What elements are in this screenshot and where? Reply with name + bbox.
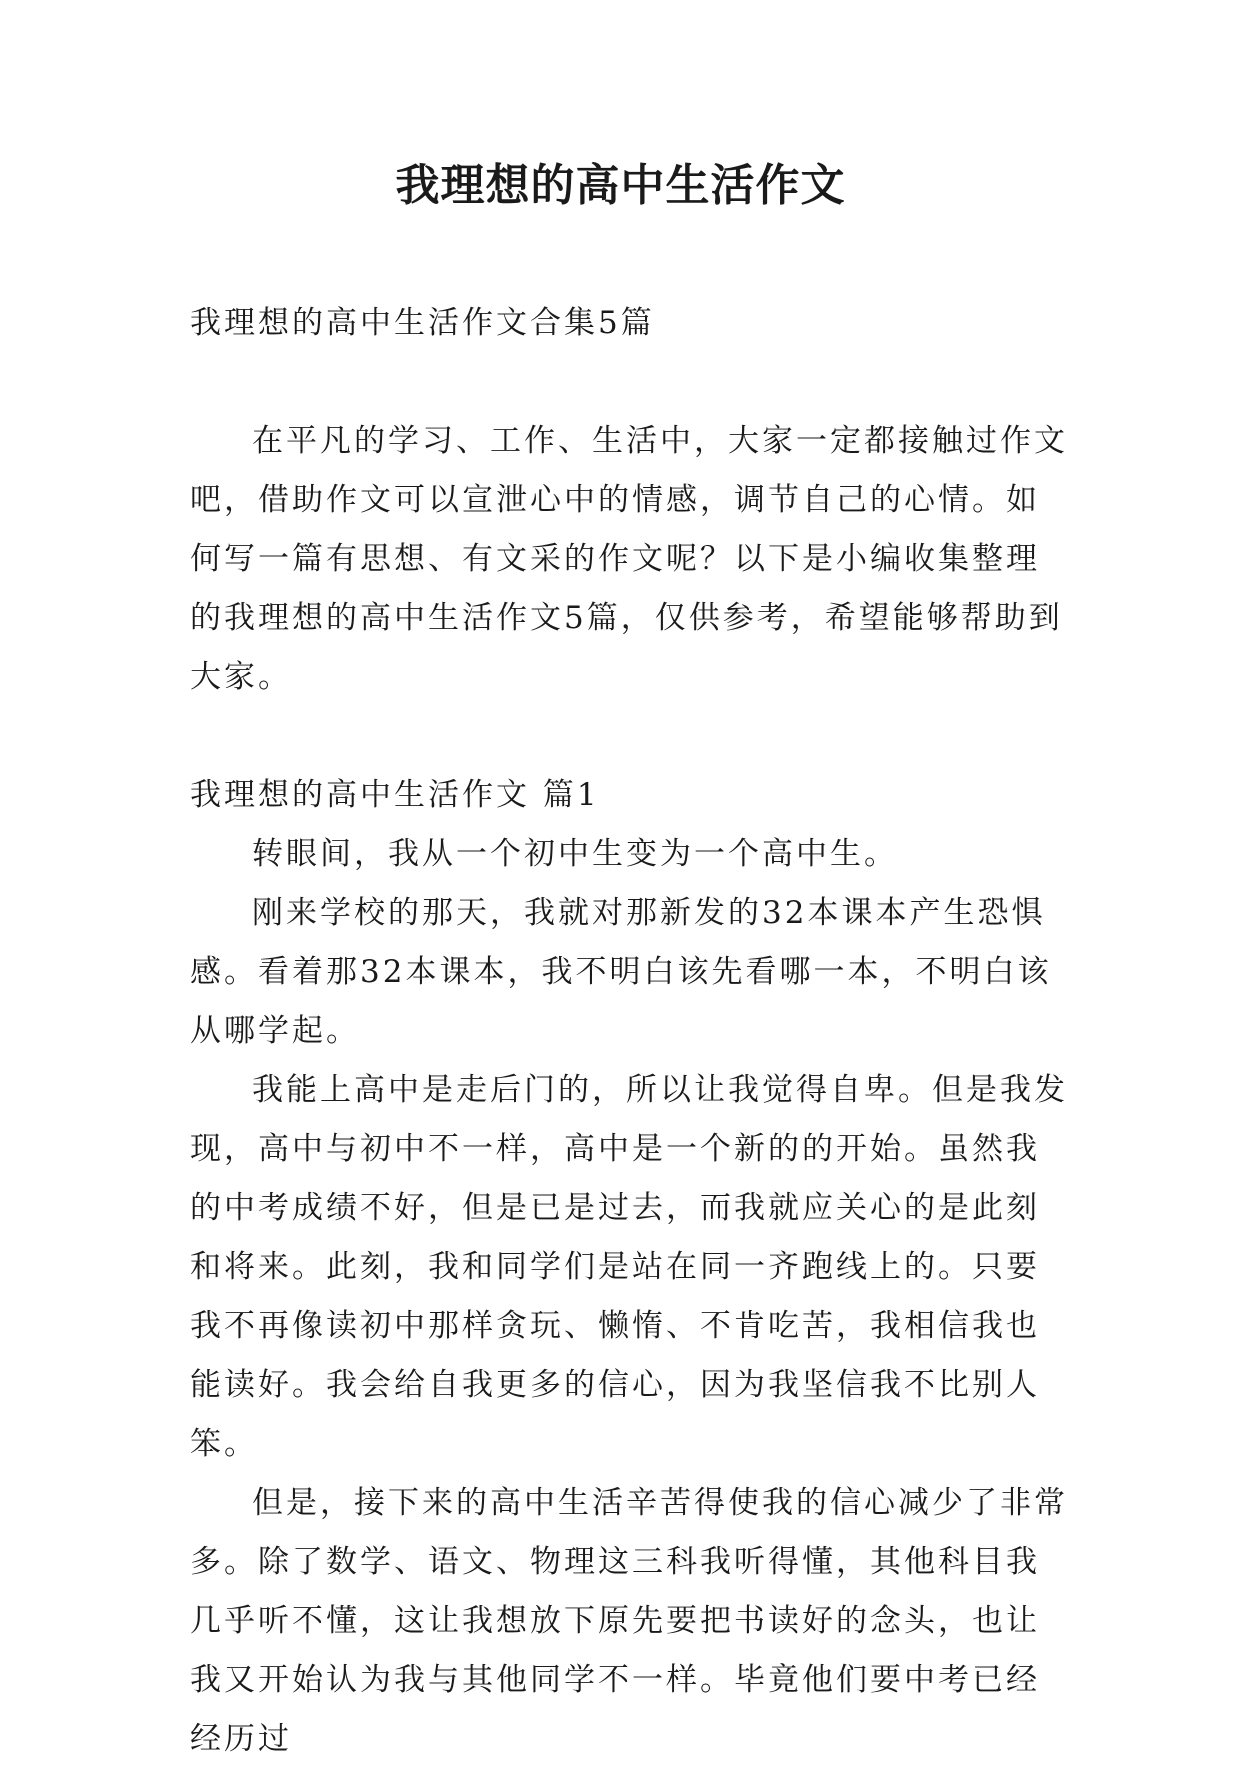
intro-paragraph: 在平凡的学习、工作、生活中，大家一定都接触过作文吧，借助作文可以宣泄心中的情感，调节自己的心情。如何写一篇有思想、有文采的作文呢？以下是小编收集整理的我理想的高中生活作文5篇，仅供参考，希望能够帮助到大家。: [190, 423, 1068, 695]
body-paragraph: 刚来学校的那天，我就对那新发的32本课本产生恐惧感。看着那32本课本，我不明白该先看哪一本，不明白该从哪学起。: [190, 895, 1052, 1049]
section-heading: 我理想的高中生活作文 篇1: [190, 777, 600, 813]
document-body: [190, 294, 1070, 1769]
document-subtitle: 我理想的高中生活作文合集5篇: [190, 305, 655, 341]
document-title: 我理想的高中生活作文: [395, 160, 846, 211]
body-paragraph: 转眼间，我从一个初中生变为一个高中生。: [252, 836, 898, 872]
body-paragraph: 我能上高中是走后门的，所以让我觉得自卑。但是我发现，高中与初中不一样，高中是一个新的的开始。虽然我的中考成绩不好，但是已是过去，而我就应关心的是此刻和将来。此刻，我和同学们是站在同一齐跑线上的。只要我不再像读初中那样贪玩、懒惰、不肯吃苦，我相信我也能读好。我会给自我更多的信心，因为我坚信我不比别人笨。: [190, 1072, 1068, 1462]
body-paragraph: 但是，接下来的高中生活辛苦得使我的信心减少了非常多。除了数学、语文、物理这三科我听得懂，其他科目我几乎听不懂，这让我想放下原先要把书读好的念头，也让我又开始认为我与其他同学不一样。毕竟他们要中考已经经历过: [190, 1485, 1068, 1757]
